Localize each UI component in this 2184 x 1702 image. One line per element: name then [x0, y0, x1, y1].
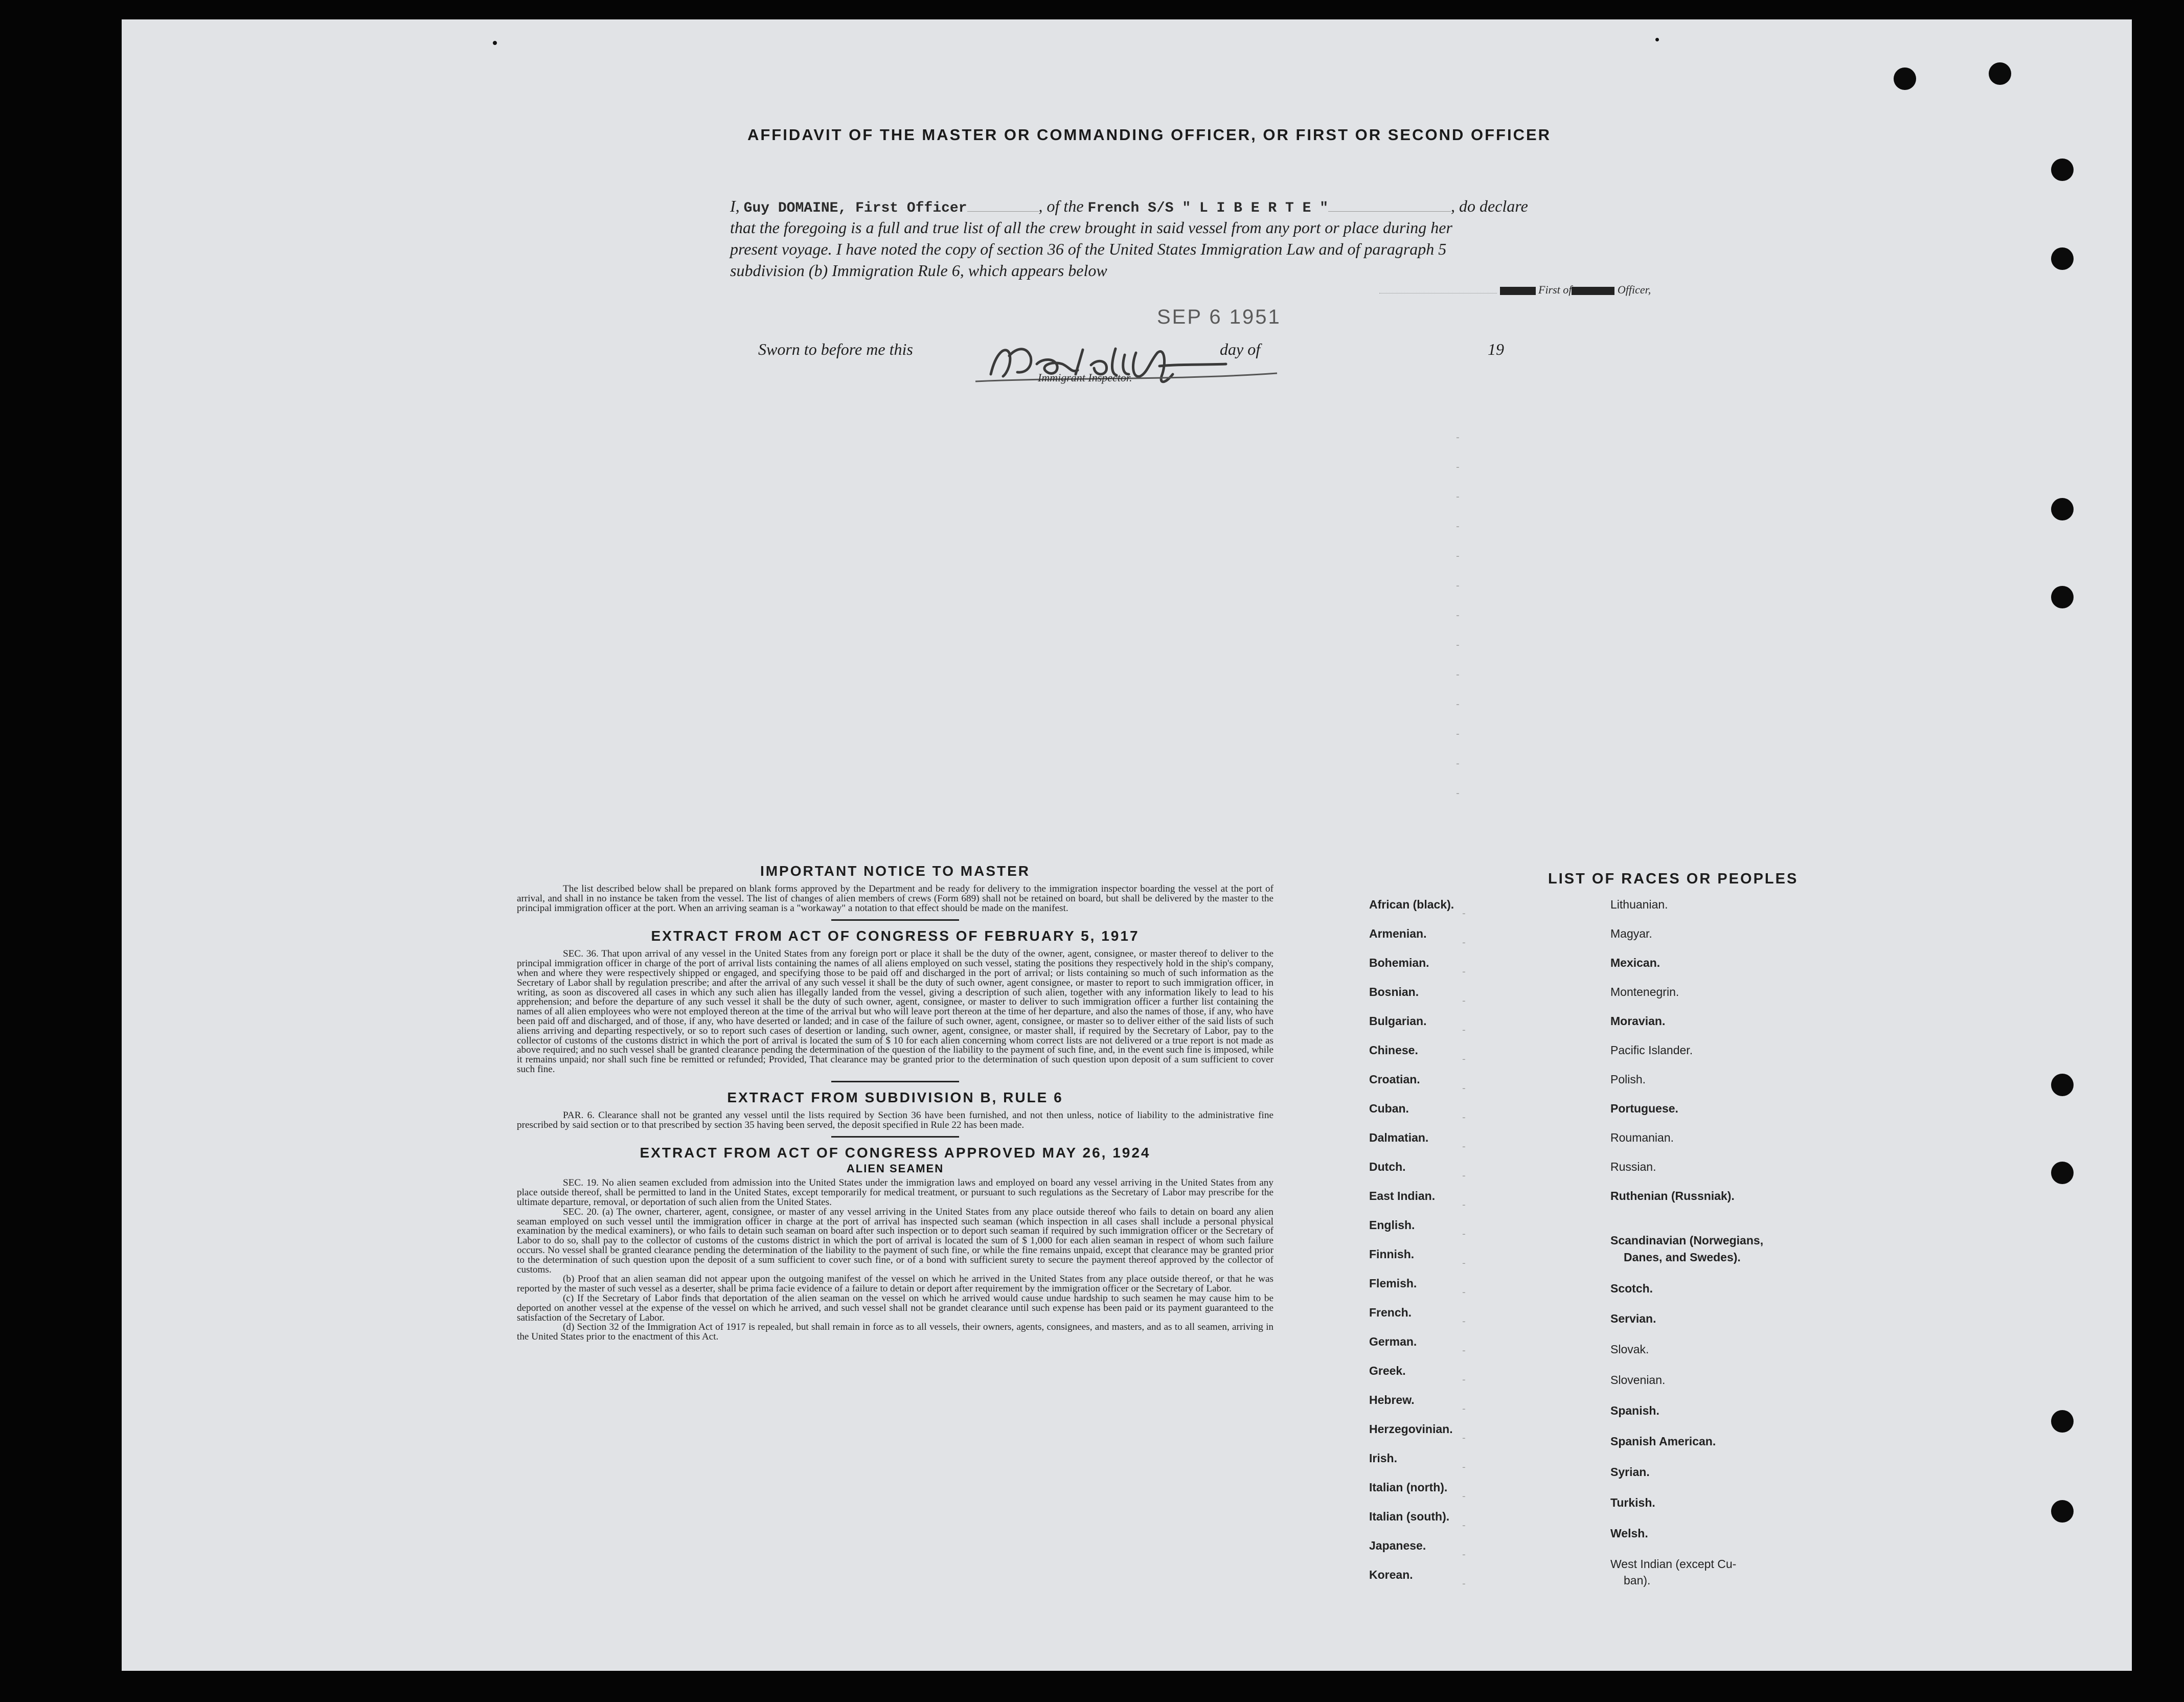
notice-body: The list described below shall be prepared on blank forms approved by the Department and be ready for delivery to the immigration inspector boarding the vessel at the port of arrival, and shall in no instance be taken from the vessel. The list of changes of alien members of crews (Form 689) shall not be retained on board, but shall be delivered by the master to the principal immigration officer at the port. When an arriving seaman is a "workaway" a notation to that effect should be made on the manifest.	[517, 883, 1273, 914]
affidavit-title: AFFIDAVIT OF THE MASTER OR COMMANDING OFFICER, OR FIRST OR SECOND OFFICER	[747, 126, 1552, 144]
race-right-item: Magyar.	[1610, 927, 1652, 940]
race-left-item: Croatian.	[1369, 1073, 1420, 1086]
declaration-line-3: present voyage. I have noted the copy of section 36 of the United States Immigration Law and of paragraph 5	[730, 240, 1447, 258]
punch-hole	[2051, 1500, 2074, 1523]
race-right-item: Spanish.	[1610, 1404, 1659, 1417]
race-right-item: ban).	[1624, 1574, 1651, 1587]
do-declare-text: , do declare	[1451, 197, 1528, 215]
race-left-item: Korean.	[1369, 1568, 1413, 1581]
separator-rule	[831, 1136, 959, 1138]
race-dash-column: - - - - - - - - - - - - - - - - - - - - - - - -	[1461, 909, 1467, 1590]
ink-speck	[1655, 38, 1659, 41]
punch-hole	[2051, 1162, 2074, 1184]
race-right-item: Scotch.	[1610, 1282, 1653, 1295]
extract-rule6-body: PAR. 6. Clearance shall not be granted any vessel until the lists required by Section 36 have been furnished, and not then unless, notice of liability to the administrative fine prescribed by said section or to that prescribed by section 35 having been served, the deposit specified in Rule 22 has been made.	[517, 1109, 1273, 1130]
officer-label: Officer,	[1617, 283, 1651, 296]
blank-line	[967, 200, 1039, 212]
alien-seamen-subtitle: ALIEN SEAMEN	[846, 1162, 944, 1175]
extract-1924-sec20c: (c) If the Secretary of Labor finds that deportation of the alien seaman on the vessel on which he arrived would cause undue hardship to such seamen he may cause him to be deported on another vessel at the expense of the vessel on which he arrived, and such vessel shall not be grandet clearance until such expense has been paid or its payment guaranteed to the satisfaction of the Secretary of Labor.	[517, 1292, 1273, 1323]
race-right-item: Russian.	[1610, 1160, 1656, 1173]
races-title: LIST OF RACES OR PEOPLES	[1548, 871, 1799, 887]
extract-1924-sec20a: SEC. 20. (a) The owner, charterer, agent, consignee, or master of any vessel arriving in the United States from any place outside thereof who fails to detain on board any alien seaman employed on such vessel until the immigration officer in charge at the port of arrival has inspected such seaman (which inspection in all cases shall include a personal physical examination by the medical examiners), or who fails to detain such seaman on board after such inspection or to deport such seaman if required by such immigration officer or the Secretary of Labor to do so, shall pay to the collector of customs of the customs district in which the port of arrival is located the sum of $ 1,000 for each alien seaman in respect of whom such failure occurs. No vessel shall be granted clearance pending the determination of the liability to the payment of such fine, or while the fine remains unpaid, except that clearance may be granted prior to the determination of such question upon the deposit of a sum sufficient to cover such fine, or of a bond with sufficient surety to secure the payment thereof approved by the collector of customs.	[517, 1206, 1273, 1275]
punch-hole	[2051, 498, 2074, 520]
first-officer-label: First of	[1538, 283, 1572, 296]
punch-hole	[1989, 62, 2011, 85]
race-left-item: East Indian.	[1369, 1189, 1436, 1202]
race-right-item: Slovenian.	[1610, 1373, 1666, 1387]
race-right-item: Danes, and Swedes).	[1624, 1251, 1741, 1264]
extract-1924-sec19: SEC. 19. No alien seamen excluded from admission into the United States under the immigration laws and employed on board any vessel arriving in the United States from any place outside thereof, shall be permitted to land in the United States, except temporarily for medical treatment, or pursuant to such regulations as the Secretary of Labor may prescribe for the ultimate departure, removal, or deportation of such alien from the United States.	[517, 1177, 1273, 1208]
day-of-text: day of	[1220, 340, 1261, 358]
race-left-item: Finnish.	[1369, 1247, 1415, 1261]
race-left-item: Chinese.	[1369, 1043, 1418, 1057]
inspector-label: Immigrant Inspector.	[1038, 371, 1132, 384]
race-left-item: Greek.	[1369, 1364, 1406, 1377]
race-left-item: Dalmatian.	[1369, 1131, 1429, 1144]
date-stamp: SEP 6 1951	[1157, 306, 1281, 328]
race-left-item: Cuban.	[1369, 1102, 1409, 1115]
faint-dash-column: - - - - - - - - - - - - -	[1455, 433, 1461, 799]
declaration-line-4: subdivision (b) Immigration Rule 6, which appears below	[730, 261, 1107, 280]
punch-hole	[2051, 1410, 2074, 1433]
race-right-item: Spanish American.	[1610, 1435, 1716, 1448]
punch-hole	[2051, 586, 2074, 608]
race-right-item: West Indian (except Cu-	[1610, 1557, 1737, 1571]
declaration-line-1	[730, 195, 1701, 219]
race-right-item: Servian.	[1610, 1312, 1656, 1325]
punch-hole	[2051, 1074, 2074, 1096]
race-left-item: Bohemian.	[1369, 956, 1429, 969]
punch-hole	[1894, 67, 1916, 90]
year-prefix: 19	[1488, 340, 1504, 358]
form-sheet	[122, 19, 2132, 1671]
race-left-item: Italian (south).	[1369, 1510, 1450, 1523]
race-right-item: Syrian.	[1610, 1465, 1650, 1479]
extract-1924-title: EXTRACT FROM ACT OF CONGRESS APPROVED MAY 26, 1924	[640, 1145, 1151, 1161]
race-right-item: Slovak.	[1610, 1343, 1649, 1356]
race-right-item: Mexican.	[1610, 956, 1660, 969]
blank-line	[1328, 200, 1451, 212]
extract-1917-title: EXTRACT FROM ACT OF CONGRESS OF FEBRUARY 5, 1917	[651, 928, 1140, 944]
race-right-item: Scandinavian (Norwegians,	[1610, 1234, 1764, 1247]
race-right-item: Moravian.	[1610, 1014, 1666, 1028]
race-right-item: Welsh.	[1610, 1527, 1648, 1540]
race-left-item: Flemish.	[1369, 1277, 1417, 1290]
inspector-signature	[960, 317, 1420, 399]
race-left-item: Bulgarian.	[1369, 1014, 1427, 1028]
race-left-item: German.	[1369, 1335, 1417, 1348]
race-left-item: Irish.	[1369, 1451, 1397, 1465]
race-left-item: English.	[1369, 1218, 1415, 1232]
separator-rule	[831, 1081, 959, 1082]
race-left-item: French.	[1369, 1306, 1412, 1319]
of-the-text: , of the	[1038, 197, 1084, 215]
officer-name: Guy DOMAINE, First Officer	[743, 200, 967, 216]
race-right-item: Roumanian.	[1610, 1131, 1674, 1144]
declaration-i: I,	[730, 197, 740, 215]
race-left-item: Herzegovinian.	[1369, 1422, 1453, 1436]
punch-hole	[2051, 247, 2074, 270]
race-right-item: Portuguese.	[1610, 1102, 1678, 1115]
race-right-item: Ruthenian (Russniak).	[1610, 1189, 1735, 1202]
notice-section	[517, 863, 1273, 1342]
race-right-item: Pacific Islander.	[1610, 1043, 1693, 1057]
redaction-mark	[1572, 287, 1614, 295]
sworn-text: Sworn to before me this	[758, 340, 913, 358]
declaration-line-2: that the foregoing is a full and true list of all the crew brought in said vessel from any port or place during her	[730, 218, 1452, 237]
ink-speck	[493, 41, 497, 45]
notice-title: IMPORTANT NOTICE TO MASTER	[760, 863, 1031, 879]
race-left-item: Dutch.	[1369, 1160, 1406, 1173]
punch-hole	[2051, 158, 2074, 181]
race-left-item: Hebrew.	[1369, 1393, 1415, 1406]
extract-1924-sec20d: (d) Section 32 of the Immigration Act of 1917 is repealed, but shall remain in force as to all vessels, their owners, agents, consignees, and masters, and as to all seamen, arriving in the United States prior to the enactment of this Act.	[517, 1322, 1273, 1343]
extract-1924-sec20b: (b) Proof that an alien seaman did not appear upon the outgoing manifest of the vessel on which he arrived in the United States from any place outside thereof, or that he was reported by the master of such vessel as a deserter, shall be prima facie evidence of a failure to detain or deport after requirement by the immigration officer or the Secretary of Labor.	[517, 1274, 1273, 1295]
extract-1917-body: SEC. 36. That upon arrival of any vessel in the United States from any foreign port or place it shall be the duty of the owner, agent, consignee, or master thereof to deliver to the principal immigration officer in charge of the port of arrival lists containing the names of all aliens employed on such vessel, stating the positions they respectively hold in the ship's company, when and where they were respectively shipped or engaged, and specifying those to be paid off and discharged in the port of arrival; or lists containing so much of such information as the Secretary of Labor shall by regulation prescribe; and after the arrival of any such vessel it shall be the duty of such owner, agent consignee, or master to report to such immigration officer, in writing, as soon as discovered all cases in which any such alien has illegally landed from the vessel, giving a description of such alien, together with any information likely to lead to his apprehension; and before the departure of any such vessel it shall be the duty of such owner, agent, consignee, or master to deliver to such immigration officer a further list containing the names of all alien employees who were not employed thereon at the time of the arrival but who will leave port thereon at the time of her departure, and also the names of those, if any, who have been paid off and discharged, and of those, if any, who have deserted or landed; and in case of the failure of such owner, agent, consignee, or master so to deliver either of the said lists of such aliens arriving and departing respectively, or so to report such cases of desertion or landing, such owner, agent, consignee, or master shall, if required by the Secretary of Labor, pay to the collector of customs of the customs district in which the port of arrival is located the sum of $ 10 for each alien concerning whom correct lists are not delivered or a true report is not made as above required; and no such vessel shall be granted clearance pending the determination of the question of the liability to the payment of such fine, and, in the event such fine is imposed, while it remains unpaid; nor shall such fine be remitted or refunded; Provided, That clearance may be granted prior to the determination of such question upon deposit of a sum sufficient to cover such fine.	[517, 948, 1273, 1075]
race-right-item: Montenegrin.	[1610, 985, 1679, 998]
officer-signature-line	[1379, 283, 1651, 297]
race-left-item: Bosnian.	[1369, 985, 1419, 998]
race-right-item: Polish.	[1610, 1073, 1646, 1086]
race-right-item: Lithuanian.	[1610, 898, 1668, 911]
race-left-item: Italian (north).	[1369, 1481, 1448, 1494]
vessel-name: French S/S " L I B E R T E "	[1087, 200, 1328, 216]
extract-rule6-title: EXTRACT FROM SUBDIVISION B, RULE 6	[727, 1089, 1063, 1105]
redaction-mark	[1500, 287, 1536, 295]
race-left-item: African (black).	[1369, 898, 1454, 911]
separator-rule	[831, 919, 959, 921]
race-right-item: Turkish.	[1610, 1496, 1655, 1509]
race-left-item: Armenian.	[1369, 927, 1427, 940]
race-left-item: Japanese.	[1369, 1539, 1426, 1552]
